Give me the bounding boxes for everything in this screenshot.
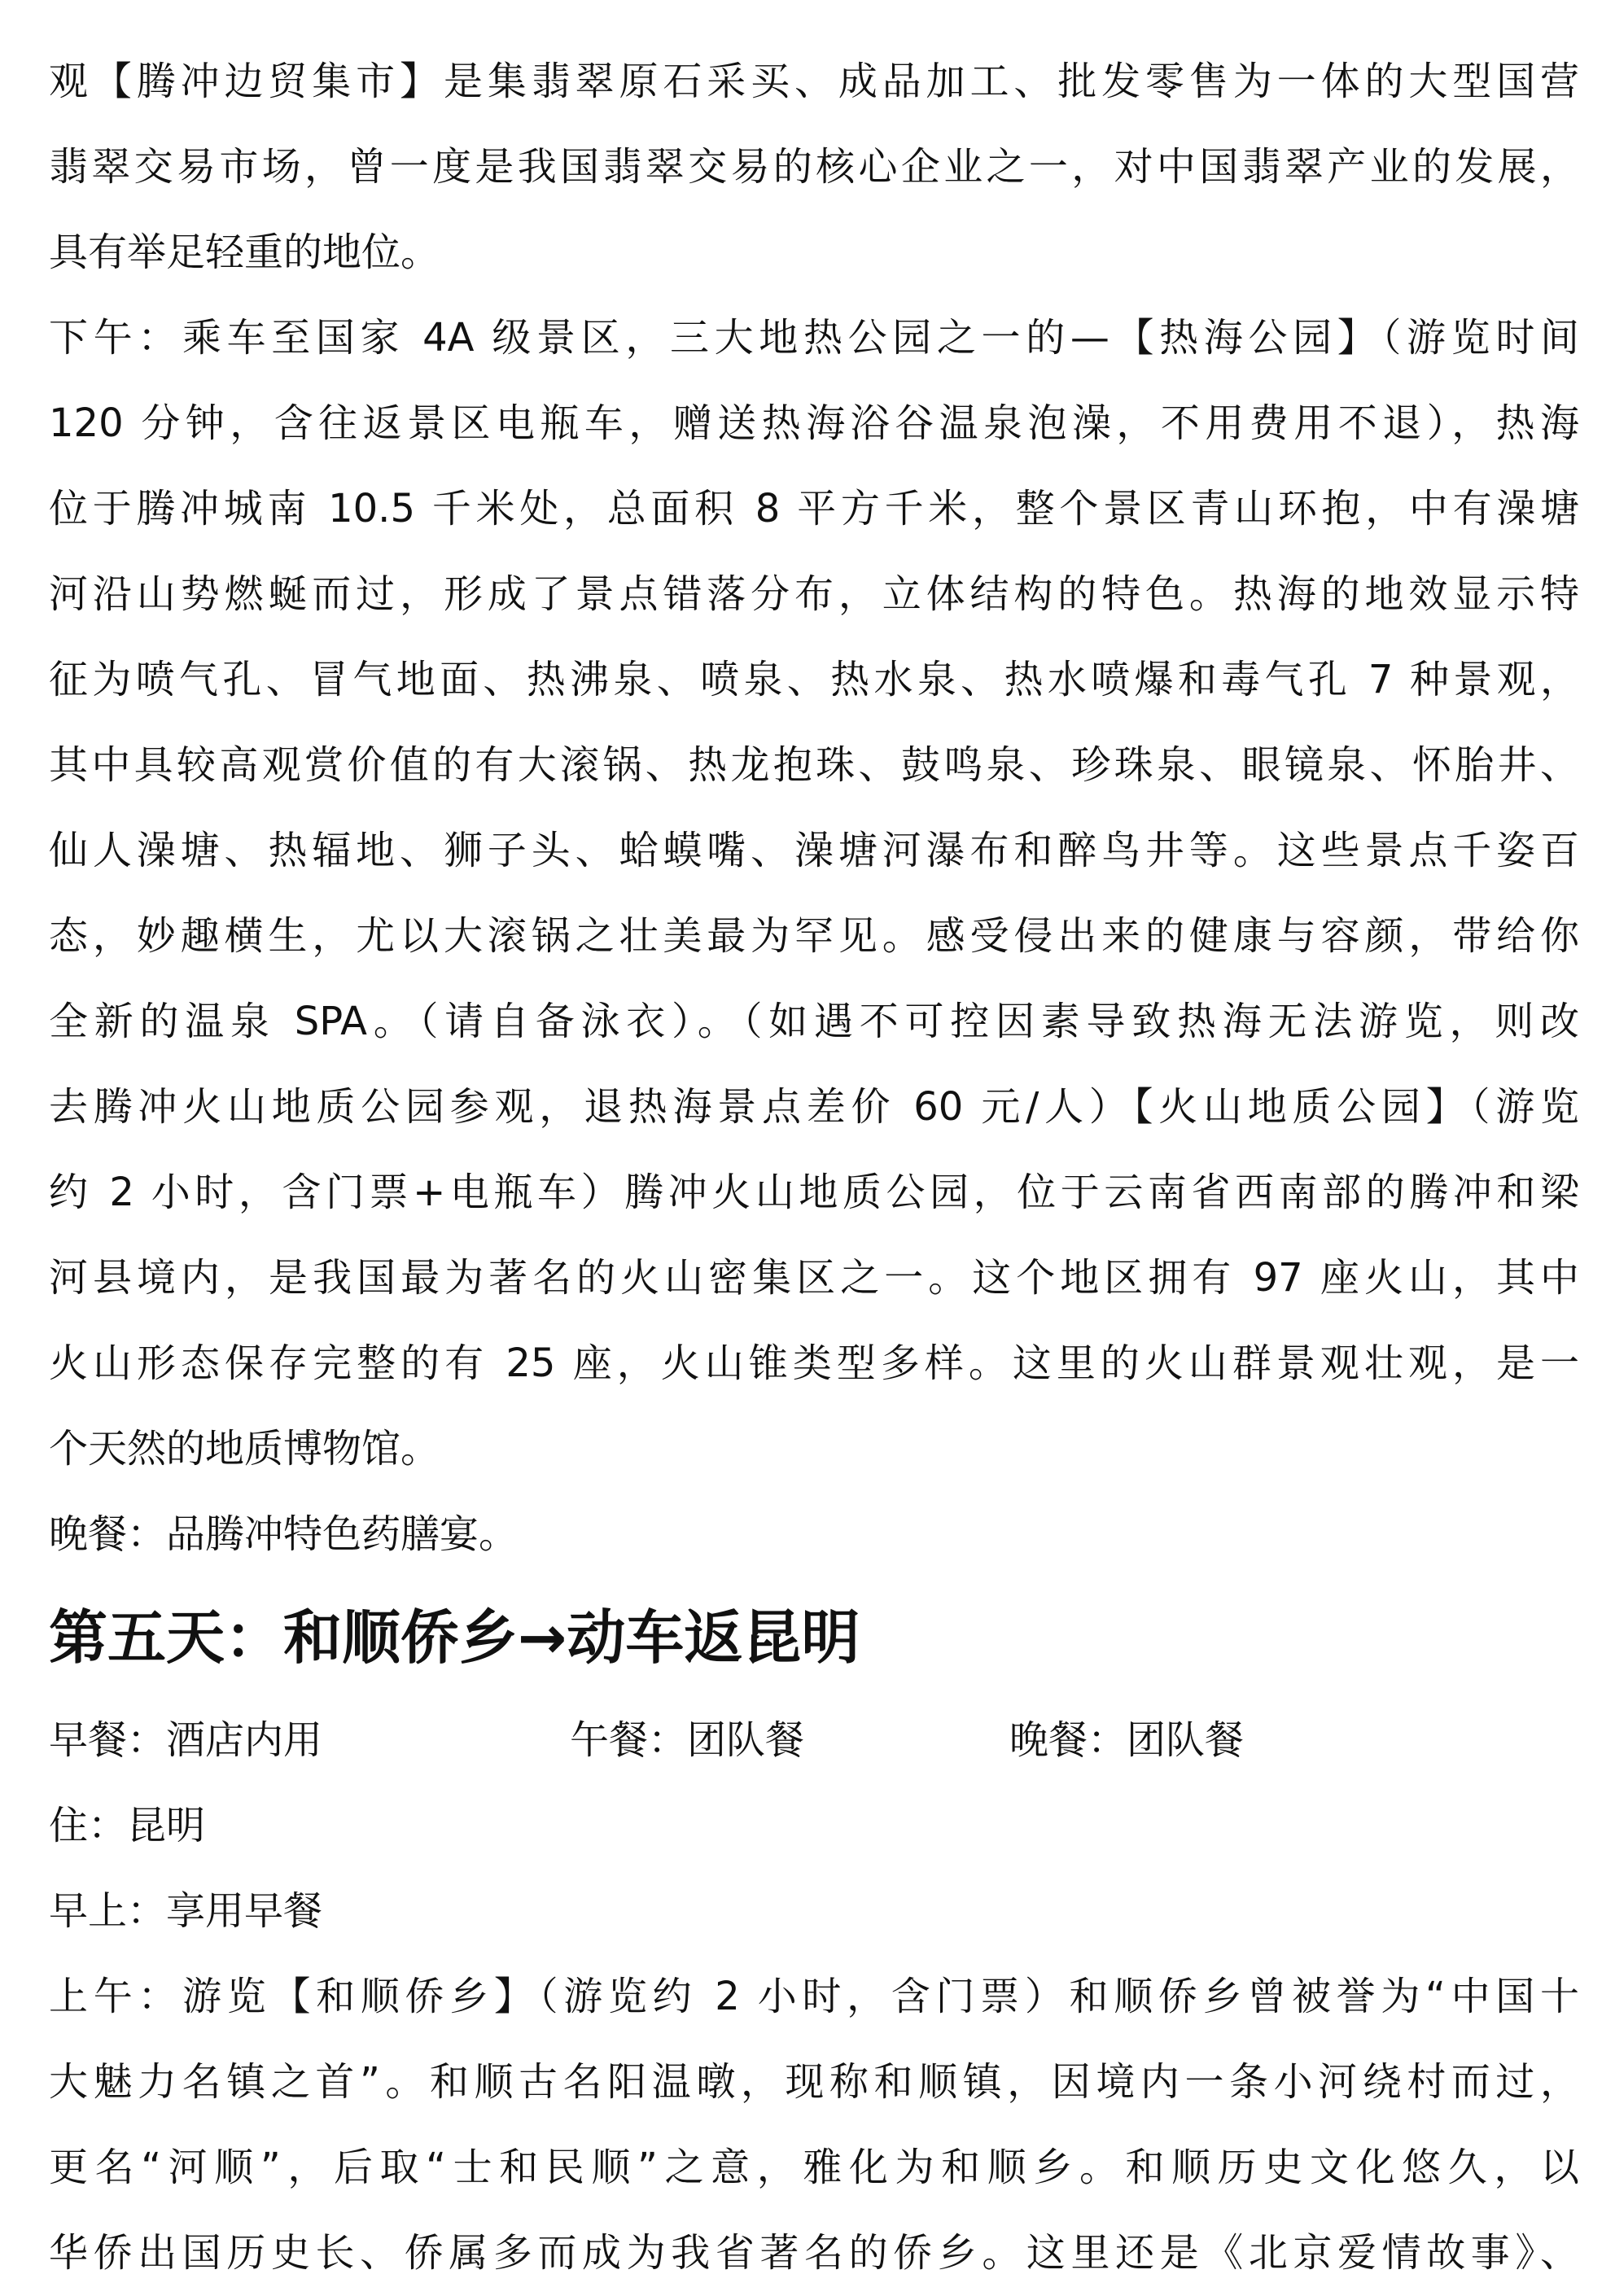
- text-line: 其中具较高观赏价值的有大滚锅、热龙抱珠、鼓鸣泉、珍珠泉、眼镜泉、怀胎井、: [49, 742, 1579, 788]
- text-line: 大魅力名镇之首”。和顺古名阳温暾，现称和顺镇，因境内一条小河绕村而过，: [49, 2059, 1579, 2105]
- text-line: 征为喷气孔、冒气地面、热沸泉、喷泉、热水泉、热水喷爆和毒气孔 7 种景观，: [49, 657, 1579, 702]
- morning-line: 早上：享用早餐: [49, 1888, 323, 1934]
- text-line: 河县境内，是我国最为著名的火山密集区之一。这个地区拥有 97 座火山，其中: [49, 1255, 1579, 1301]
- text-line: 河沿山势燃蜒而过，形成了景点错落分布，立体结构的特色。热海的地效显示特: [49, 571, 1579, 617]
- text-line: 120 分钟，含往返景区电瓶车，赠送热海浴谷温泉泡澡，不用费用不退），热海: [49, 400, 1579, 446]
- text-line: 个天然的地质博物馆。: [49, 1426, 440, 1472]
- text-line: 去腾冲火山地质公园参观，退热海景点差价 60 元/人）【火山地质公园】（游览: [49, 1084, 1579, 1130]
- text-line: 约 2 小时，含门票+电瓶车）腾冲火山地质公园，位于云南省西南部的腾冲和梁: [49, 1170, 1579, 1215]
- text-line: 翡翠交易市场，曾一度是我国翡翠交易的核心企业之一，对中国翡翠产业的发展，: [49, 144, 1579, 190]
- text-line: 具有举足轻重的地位。: [49, 230, 440, 275]
- text-line: 全新的温泉 SPA。（请自备泳衣）。（如遇不可控因素导致热海无法游览，则改: [49, 999, 1579, 1044]
- day5-heading: 第五天：和顺侨乡→动车返昆明: [49, 1603, 860, 1672]
- meals-row: [49, 1698, 1579, 1783]
- text-line: 火山形态保存完整的有 25 座，火山锥类型多样。这里的火山群景观壮观，是一: [49, 1340, 1579, 1386]
- document-page: [49, 39, 1579, 2296]
- stay-line: 住：昆明: [49, 1803, 206, 1848]
- dinner-line: 晚餐：品腾冲特色药膳宴。: [49, 1511, 519, 1557]
- lunch-info: 午餐：团队餐: [570, 1717, 805, 1763]
- dinner-info: 晚餐：团队餐: [1009, 1717, 1245, 1763]
- text-line: 更名“河顺”，后取“士和民顺”之意，雅化为和顺乡。和顺历史文化悠久，以: [49, 2145, 1579, 2190]
- text-line: 下午：乘车至国家 4A 级景区，三大地热公园之一的—【热海公园】（游览时间: [49, 315, 1579, 361]
- text-line: 观【腾冲边贸集市】是集翡翠原石采买、成品加工、批发零售为一体的大型国营: [49, 59, 1579, 104]
- text-line: 仙人澡塘、热辐地、狮子头、蛤蟆嘴、澡塘河瀑布和醉鸟井等。这些景点千姿百: [49, 828, 1579, 873]
- breakfast-info: 早餐：酒店内用: [49, 1717, 323, 1763]
- text-line: 上午：游览【和顺侨乡】（游览约 2 小时，含门票）和顺侨乡曾被誉为“中国十: [49, 1974, 1579, 2019]
- text-line: 华侨出国历史长、侨属多而成为我省著名的侨乡。这里还是《北京爱情故事》、: [49, 2230, 1579, 2276]
- text-line: 态，妙趣横生，尤以大滚锅之壮美最为罕见。感受侵出来的健康与容颜，带给你: [49, 913, 1579, 959]
- text-line: 位于腾冲城南 10.5 千米处，总面积 8 平方千米，整个景区青山环抱，中有澡塘: [49, 486, 1579, 531]
